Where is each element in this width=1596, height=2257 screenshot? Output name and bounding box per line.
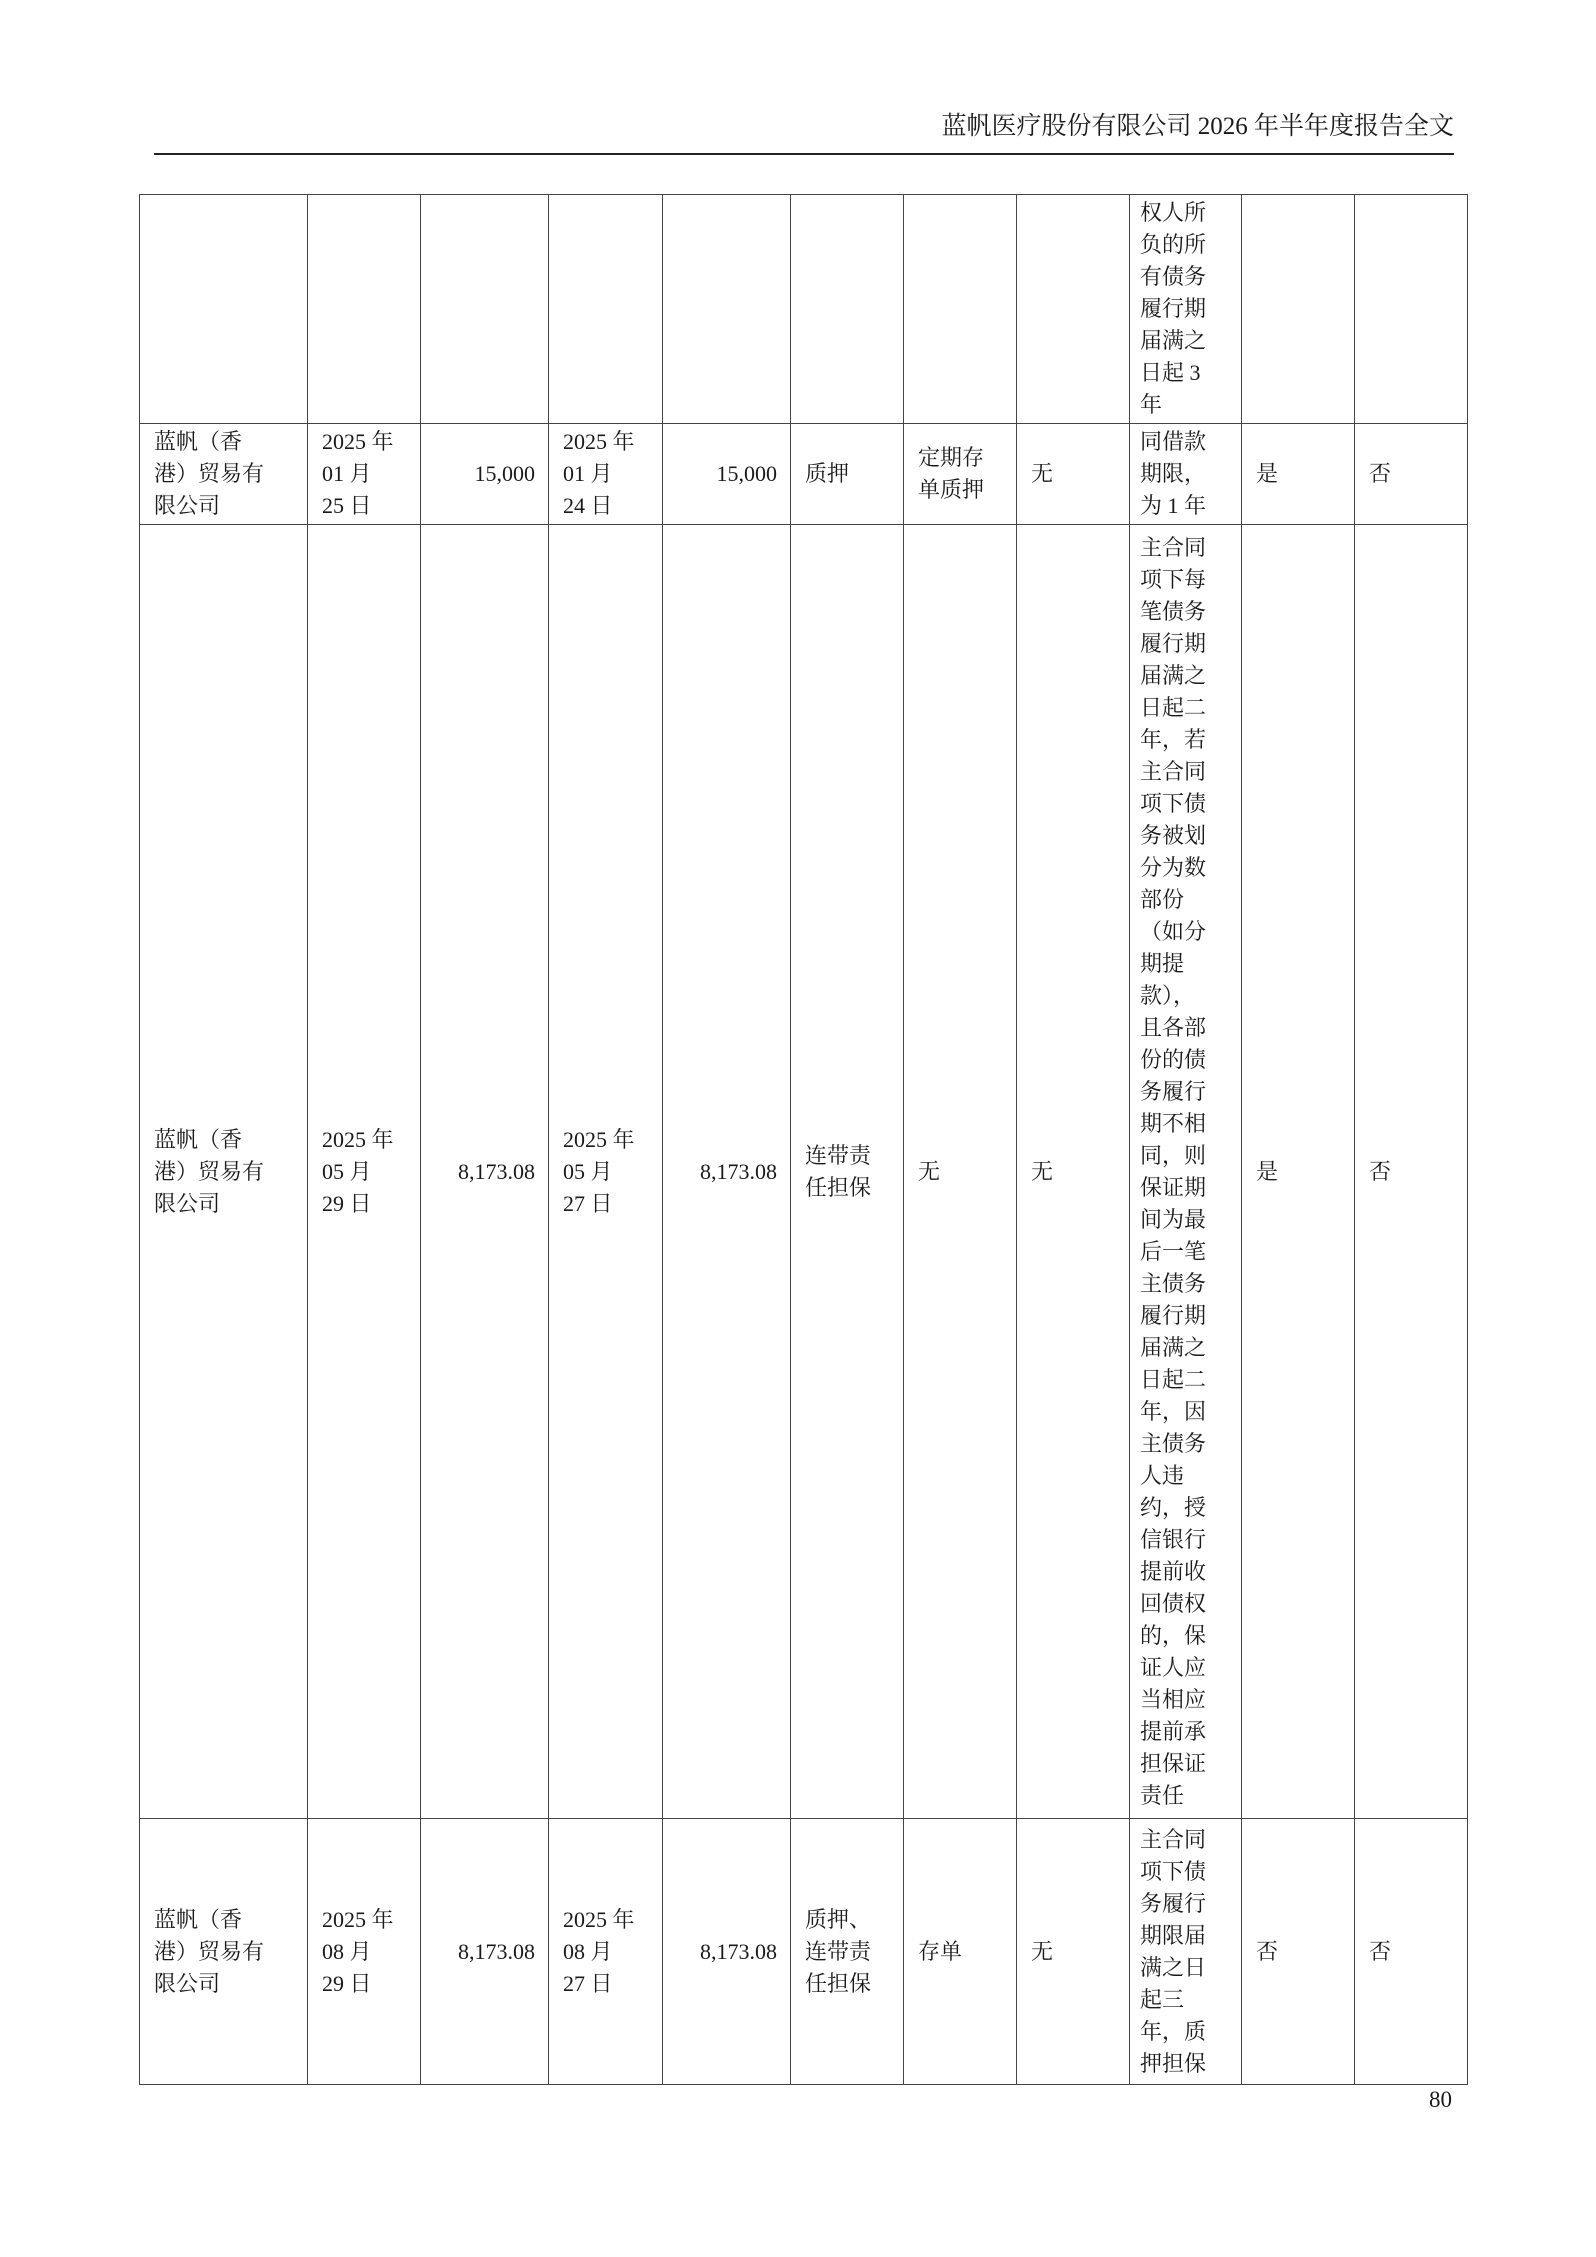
cell-text-line: 项下每 [1140,566,1207,592]
cell-text-line: 连带责 [805,1142,872,1168]
counter-guarantee-cell [1017,195,1130,424]
cell-text-line: 任担保 [805,1970,872,1996]
cell-text-line: 年，质 [1140,2018,1207,2044]
cell-text-line: 期限届 [1140,1922,1207,1948]
actual-amount-cell: 15,000 [663,424,791,525]
cell-text-line: 权人所 [1140,200,1207,225]
cell-text-line: 主合同 [1140,534,1207,560]
guarantee-period-cell [1130,424,1242,525]
counter-guarantee-cell [1017,424,1130,525]
cell-text-line: 届满之 [1140,328,1207,353]
disclosure-date-cell [308,1819,421,2085]
guarantee-period-cell [1130,525,1242,1819]
guarantee-amount-cell: 15,000 [421,424,549,525]
cell-text-line: 日起 3 [1140,360,1201,385]
cell-text-line: 单质押 [918,477,985,502]
cell-text-line: 无 [918,1158,941,1184]
cell-text-line: 后一笔 [1140,1238,1207,1264]
cell-text-line: 2025 年 [563,1126,635,1152]
cell-text-line: 无 [1031,1938,1054,1964]
collateral-cell [904,525,1017,1819]
cell-text-line: 且各部 [1140,1014,1207,1040]
cell-text-line: 蓝帆（香 [154,1126,243,1152]
related-party-cell [1355,195,1468,424]
cell-text-line: 提前收 [1140,1558,1207,1584]
actual-date-cell [549,195,663,424]
actual-date-cell [549,424,663,525]
cell-text-line: 人违 [1140,1462,1185,1488]
cell-text-line: 任担保 [805,1174,872,1200]
cell-text-line: （如分 [1140,918,1207,944]
cell-text-line: 押担保 [1140,2050,1207,2076]
cell-text-line: 日起二 [1140,694,1207,720]
guarantee-table [139,194,1468,2085]
cell-text-line: 主债务 [1140,1430,1207,1456]
counter-guarantee-cell [1017,525,1130,1819]
cell-text-line: 份的债 [1140,1046,1207,1072]
cell-text-line: 期限， [1140,461,1207,486]
table-row [140,195,1468,424]
cell-text-line: 01 月 [563,461,613,486]
cell-text-line: 08 月 [563,1938,613,1964]
actual-date-cell [549,525,663,1819]
cell-text-line: 港）贸易有 [154,1938,265,1964]
cell-text-line: 满之日 [1140,1954,1207,1980]
collateral-cell [904,195,1017,424]
disclosure-date-cell [308,195,421,424]
cell-text-line: 责任 [1140,1782,1185,1808]
report-header-title: 蓝帆医疗股份有限公司 2026 年半年度报告全文 [941,113,1454,140]
guarantee-type-cell [791,195,904,424]
cell-text-line: 回债权 [1140,1590,1207,1616]
cell-text-line: 提前承 [1140,1718,1207,1744]
cell-text-line: 信银行 [1140,1526,1207,1552]
cell-text-line: 证人应 [1140,1654,1207,1680]
related-party-cell: 否 [1355,1819,1468,2085]
cell-text-line: 务履行 [1140,1078,1207,1104]
cell-text-line: 日起二 [1140,1366,1207,1392]
cell-text-line: 年，因 [1140,1398,1207,1424]
guarantee-type-cell [791,1819,904,2085]
cell-text-line: 间为最 [1140,1206,1207,1232]
cell-text-line: 27 日 [563,1970,613,1996]
cell-text-line: 的，保 [1140,1622,1207,1648]
header-divider [154,153,1454,155]
actual-amount-cell: 8,173.08 [663,525,791,1819]
related-party-cell: 否 [1355,525,1468,1819]
cell-text-line: 05 月 [322,1158,372,1184]
cell-text-line: 保证期 [1140,1174,1207,1200]
guaranteed-party-cell [140,424,308,525]
cell-text-line: 担保证 [1140,1750,1207,1776]
cell-text-line: 起三 [1140,1986,1185,2012]
guarantee-period-cell [1130,1819,1242,2085]
cell-text-line: 存单 [918,1938,963,1964]
cell-text-line: 主合同 [1140,1826,1207,1852]
fulfilled-status-cell: 是 [1242,424,1355,525]
counter-guarantee-cell [1017,1819,1130,2085]
cell-text-line: 24 日 [563,493,613,518]
cell-text-line: 05 月 [563,1158,613,1184]
cell-text-line: 分为数 [1140,854,1207,880]
actual-amount-cell [663,195,791,424]
cell-text-line: 27 日 [563,1190,613,1216]
cell-text-line: 质押、 [805,1906,872,1932]
fulfilled-status-cell [1242,195,1355,424]
cell-text-line: 主合同 [1140,758,1207,784]
cell-text-line: 年，若 [1140,726,1207,752]
actual-amount-cell: 8,173.08 [663,1819,791,2085]
cell-text-line: 有债务 [1140,264,1207,289]
guarantee-table-body [140,195,1468,2085]
cell-text-line: 2025 年 [322,1126,394,1152]
cell-text-line: 08 月 [322,1938,372,1964]
cell-text-line: 2025 年 [563,1906,635,1932]
cell-text-line: 连带责 [805,1938,872,1964]
cell-text-line: 蓝帆（香 [154,1906,243,1932]
cell-text-line: 项下债 [1140,1858,1207,1884]
cell-text-line: 港）贸易有 [154,461,265,486]
guaranteed-party-cell [140,195,308,424]
guarantee-amount-cell: 8,173.08 [421,1819,549,2085]
disclosure-date-cell [308,424,421,525]
cell-text-line: 约，授 [1140,1494,1207,1520]
cell-text-line: 25 日 [322,493,372,518]
cell-text-line: 01 月 [322,461,372,486]
guarantee-amount-cell [421,195,549,424]
fulfilled-status-cell: 否 [1242,1819,1355,2085]
cell-text-line: 当相应 [1140,1686,1207,1712]
cell-text-line: 质押 [805,461,850,486]
page-number: 80 [1429,2087,1452,2112]
cell-text-line: 港）贸易有 [154,1158,265,1184]
cell-text-line: 同借款 [1140,429,1207,454]
cell-text-line: 务履行 [1140,1890,1207,1916]
cell-text-line: 部份 [1140,886,1185,912]
cell-text-line: 年 [1140,392,1163,417]
cell-text-line: 2025 年 [322,429,394,454]
cell-text-line: 期不相 [1140,1110,1207,1136]
cell-text-line: 笔债务 [1140,598,1207,624]
cell-text-line: 项下债 [1140,790,1207,816]
cell-text-line: 限公司 [154,493,221,518]
cell-text-line: 届满之 [1140,662,1207,688]
cell-text-line: 款）， [1140,982,1196,1008]
guarantee-amount-cell: 8,173.08 [421,525,549,1819]
table-row [140,1819,1468,2085]
table-row [140,525,1468,1819]
cell-text-line: 无 [1031,461,1054,486]
cell-text-line: 届满之 [1140,1334,1207,1360]
cell-text-line: 限公司 [154,1190,221,1216]
cell-text-line: 履行期 [1140,1302,1207,1328]
fulfilled-status-cell: 是 [1242,525,1355,1819]
table-row [140,424,1468,525]
guaranteed-party-cell [140,1819,308,2085]
cell-text-line: 29 日 [322,1190,372,1216]
cell-text-line: 定期存 [918,445,985,470]
cell-text-line: 期提 [1140,950,1185,976]
actual-date-cell [549,1819,663,2085]
cell-text-line: 负的所 [1140,232,1207,257]
cell-text-line: 履行期 [1140,296,1207,321]
guarantee-type-cell [791,525,904,1819]
cell-text-line: 2025 年 [322,1906,394,1932]
cell-text-line: 29 日 [322,1970,372,1996]
guaranteed-party-cell [140,525,308,1819]
cell-text-line: 主债务 [1140,1270,1207,1296]
guarantee-period-cell [1130,195,1242,424]
cell-text-line: 履行期 [1140,630,1207,656]
cell-text-line: 为 1 年 [1140,493,1207,518]
cell-text-line: 同，则 [1140,1142,1207,1168]
cell-text-line: 蓝帆（香 [154,429,243,454]
cell-text-line: 2025 年 [563,429,635,454]
cell-text-line: 无 [1031,1158,1054,1184]
cell-text-line: 限公司 [154,1970,221,1996]
collateral-cell [904,424,1017,525]
related-party-cell: 否 [1355,424,1468,525]
collateral-cell [904,1819,1017,2085]
guarantee-type-cell [791,424,904,525]
disclosure-date-cell [308,525,421,1819]
cell-text-line: 务被划 [1140,822,1207,848]
